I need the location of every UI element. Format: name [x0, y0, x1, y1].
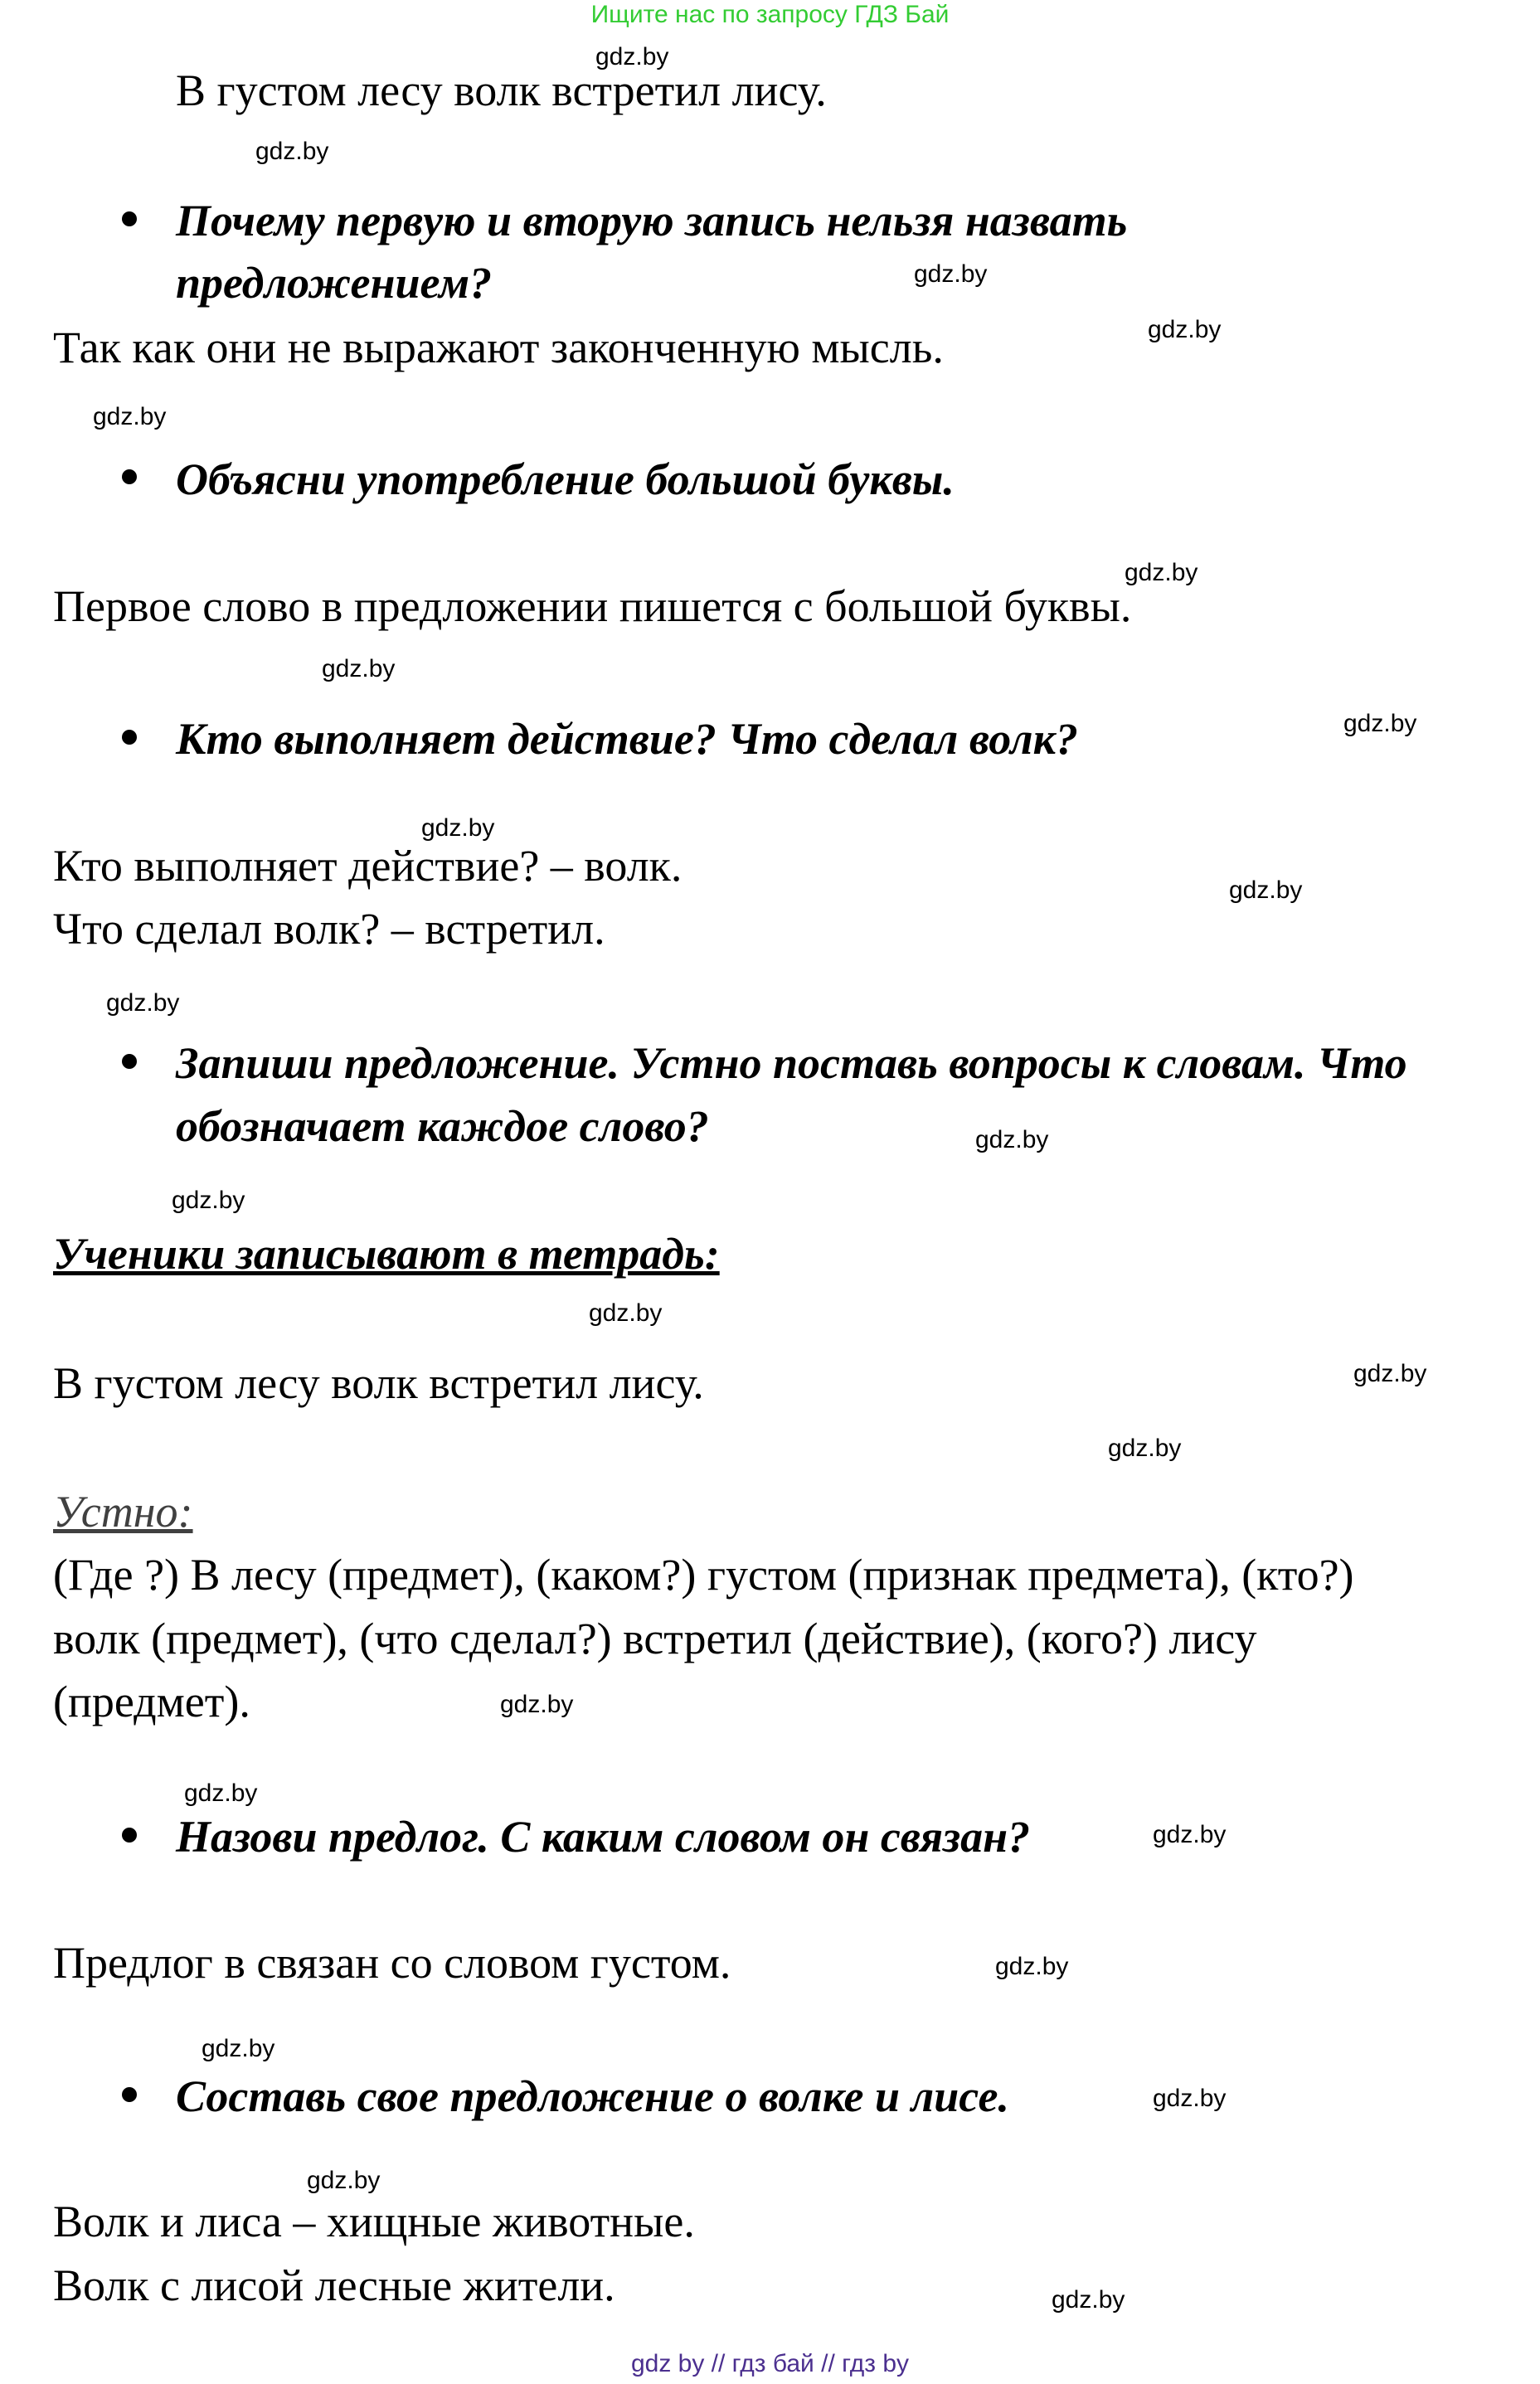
watermark: gdz.by [589, 1299, 663, 1327]
footer-links[interactable]: gdz by // гдз бай // гдз by [630, 2350, 910, 2377]
watermark: gdz.by [184, 1780, 258, 1807]
watermark: gdz.by [595, 43, 669, 70]
answer-line: Волк с лисой лесные жители. [53, 2260, 615, 2310]
watermark: gdz.by [500, 1691, 574, 1718]
watermark: gdz.by [1229, 876, 1303, 904]
watermark: gdz.by [421, 814, 495, 842]
watermark: gdz.by [975, 1126, 1049, 1153]
question-line: Запиши предложение. Устно поставь вопросы к словам. Что [176, 1038, 1407, 1088]
watermark: gdz.by [1153, 2085, 1227, 2112]
question-line: Объясни употребление большой буквы. [176, 454, 955, 504]
bullet [122, 730, 137, 745]
text-line: В густом лесу волк встретил лису. [176, 66, 827, 115]
watermark: gdz.by [307, 2167, 381, 2194]
answer-line: Предлог в связан со словом густом. [53, 1938, 731, 1988]
watermark: gdz.by [202, 2035, 275, 2062]
watermark: gdz.by [914, 260, 988, 288]
watermark: gdz.by [1125, 559, 1198, 586]
watermark: gdz.by [1148, 316, 1222, 343]
answer-line: Первое слово в предложении пишется с большой буквы. [53, 581, 1132, 631]
watermark: gdz.by [1052, 2286, 1125, 2314]
question-line: Почему первую и вторую запись нельзя назвать [176, 196, 1128, 245]
watermark: gdz.by [995, 1953, 1069, 1980]
watermark: gdz.by [322, 655, 396, 682]
question-line: Составь свое предложение о волке и лисе. [176, 2071, 1009, 2121]
answer-line: Так как они не выражают законченную мысль. [53, 323, 944, 372]
watermark: gdz.by [1108, 1435, 1182, 1462]
bullet [122, 1828, 137, 1843]
answer-line: Кто выполняет действие? – волк. [53, 841, 683, 891]
question-line: Назови предлог. С каким словом он связан? [176, 1812, 1031, 1862]
sentence-line: В густом лесу волк встретил лису. [53, 1358, 704, 1408]
oral-label: Устно: [53, 1487, 193, 1537]
bullet [122, 2087, 137, 2102]
watermark: gdz.by [172, 1187, 245, 1214]
oral-line: волк (предмет), (что сделал?) встретил (действие), (кого?) лису [53, 1614, 1257, 1663]
watermark: gdz.by [255, 138, 329, 165]
question-line: обозначает каждое слово? [176, 1101, 709, 1151]
question-line: Кто выполняет действие? Что сделал волк? [176, 714, 1078, 764]
watermark: gdz.by [93, 403, 167, 430]
answer-line: Что сделал волк? – встретил. [53, 904, 605, 954]
oral-line: (предмет). [53, 1677, 250, 1726]
watermark: gdz.by [1353, 1360, 1427, 1387]
question-line: предложением? [176, 258, 493, 308]
bullet [122, 1054, 137, 1069]
section-heading: Ученики записывают в тетрадь: [53, 1229, 720, 1279]
watermark: gdz.by [106, 989, 180, 1017]
bullet [122, 469, 137, 484]
top-banner[interactable]: Ищите нас по запросу ГДЗ Бай [590, 1, 950, 28]
bullet [122, 211, 137, 226]
oral-line: (Где ?) В лесу (предмет), (каком?) густом (признак предмета), (кто?) [53, 1550, 1354, 1600]
watermark: gdz.by [1153, 1821, 1227, 1848]
watermark: gdz.by [1343, 710, 1417, 737]
answer-line: Волк и лиса – хищные животные. [53, 2197, 695, 2246]
